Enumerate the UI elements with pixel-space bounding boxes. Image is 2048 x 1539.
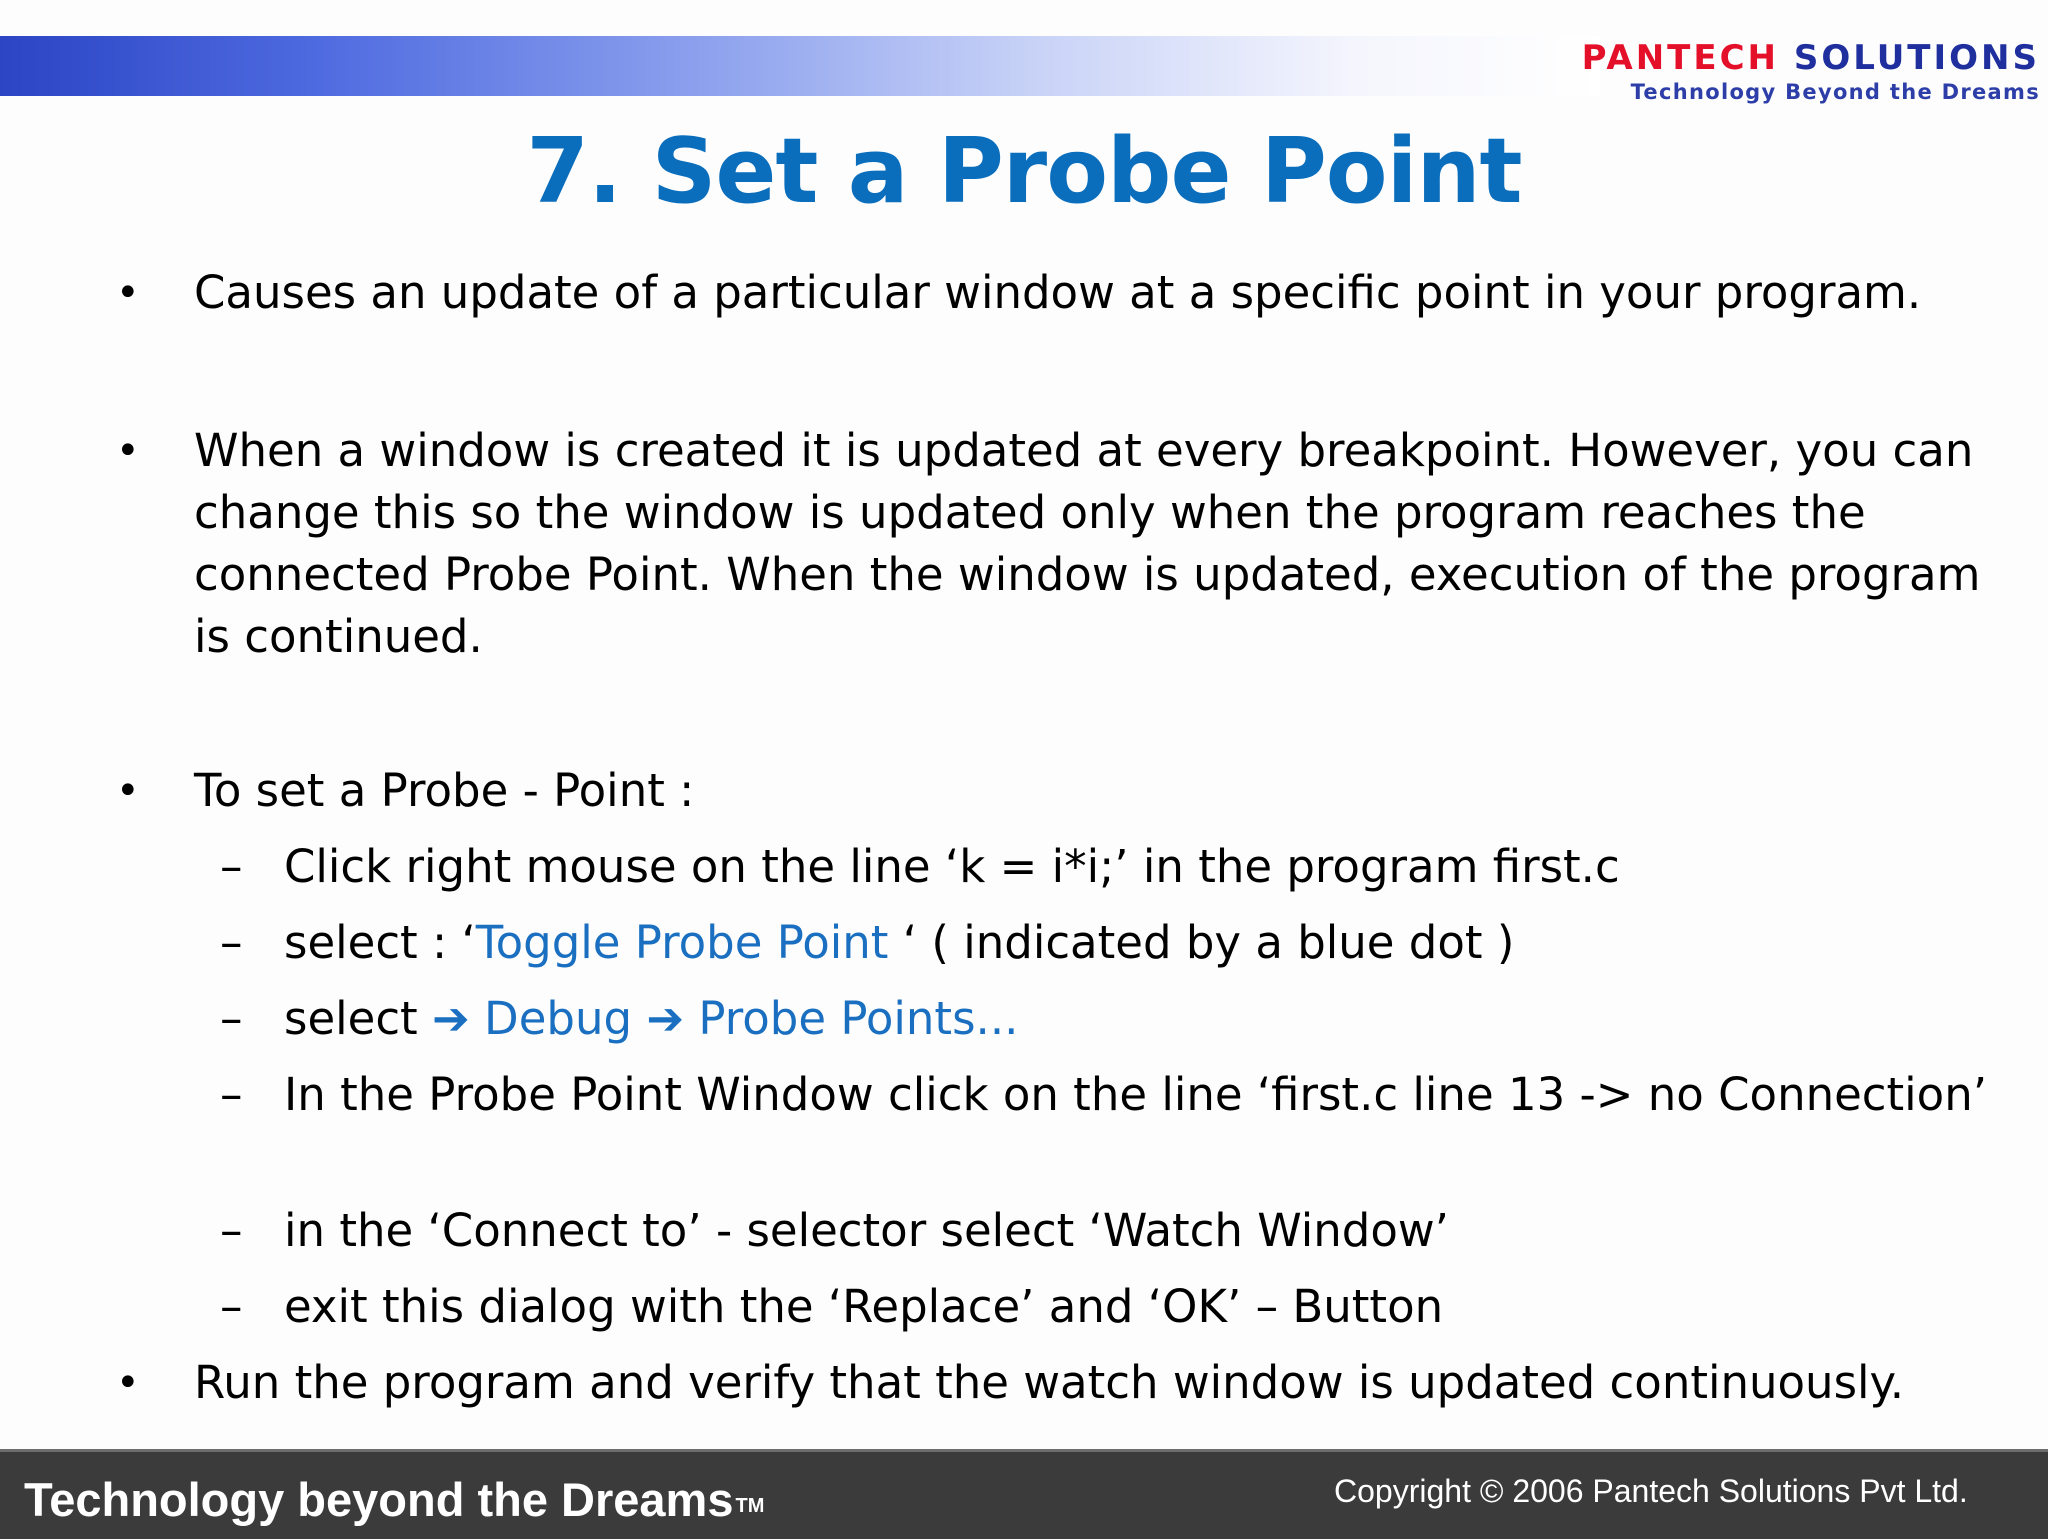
dash-icon: – [220, 840, 243, 893]
dash-icon: – [220, 1280, 243, 1333]
sub-item-connect-line: in the ‘Connect to’ - selector select ‘Watch Window’ [284, 1204, 1449, 1257]
footer-tagline-text: Technology beyond the Dreams [24, 1473, 734, 1526]
menu-probe-points-label: Probe Points... [698, 992, 1019, 1045]
copyright-notice: Copyright © 2006 Pantech Solutions Pvt Ltd. [1334, 1473, 1968, 1509]
menu-debug-label: Debug [484, 992, 633, 1045]
bullet-item-2: When a window is created it is updated at every breakpoint. However, you can change this so the window is updated only when the program reaches the connected Probe Point. When the window is updated, execution of the program is continued. [194, 424, 1981, 663]
logo-name-first: PANTECH [1581, 38, 1780, 78]
logo-tagline: Technology Beyond the Dreams [1630, 80, 2040, 104]
arrow-right-icon: ➔ [646, 992, 685, 1045]
trademark-mark: TM [735, 1495, 765, 1517]
logo-name-second: SOLUTIONS [1793, 38, 2040, 78]
sub-item-click-line: Click right mouse on the line ‘k = i*i;’ in the program first.c [284, 840, 1620, 893]
bullet-dot-icon: • [116, 428, 140, 474]
bullet-item-3: To set a Probe - Point : [194, 764, 695, 817]
dash-icon: – [220, 1204, 243, 1257]
dash-icon: – [220, 992, 243, 1045]
sub-item-window-line: In the Probe Point Window click on the line ‘first.c line 13 -> no Connection’ [284, 1068, 1988, 1121]
dash-icon: – [220, 1068, 243, 1121]
toggle-suffix: ‘ ( indicated by a blue dot ) [888, 916, 1515, 969]
toggle-probe-point-label: Toggle Probe Point [475, 916, 889, 969]
footer-tagline [24, 1472, 764, 1528]
footer-bar [0, 1449, 2048, 1539]
toggle-prefix: select : ‘ [284, 916, 476, 969]
dash-icon: – [220, 916, 243, 969]
arrow-right-icon: ➔ [432, 992, 470, 1045]
sub-item-exit-line: exit this dialog with the ‘Replace’ and ‘OK’ – Button [284, 1280, 1444, 1333]
bullet-dot-icon: • [116, 1360, 140, 1406]
sub-item-menu-path [284, 988, 2024, 1050]
bullet-dot-icon: • [116, 270, 140, 316]
bullet-dot-icon: • [116, 768, 140, 814]
bullet-item-1: Causes an update of a particular window at a specific point in your program. [194, 266, 1922, 319]
bullet-item-4: Run the program and verify that the watch window is updated continuously. [194, 1356, 1905, 1409]
select-word: select [284, 992, 433, 1045]
slide-title: 7. Set a Probe Point [526, 119, 1522, 224]
sub-item-toggle [284, 912, 2024, 974]
